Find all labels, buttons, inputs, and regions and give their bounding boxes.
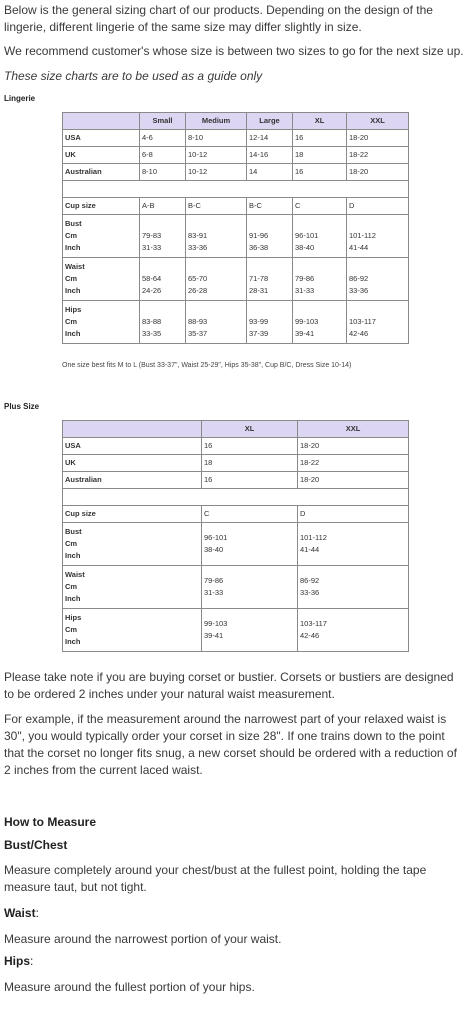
waist-row: [63, 258, 409, 301]
table-cell: 91-96 36-38: [247, 215, 293, 258]
bust-row: [63, 523, 409, 566]
hips-heading: Hips:: [4, 954, 34, 968]
table-cell: 99-103 39-41: [293, 301, 347, 344]
spacer-row: [63, 181, 409, 198]
table-cell: 71-78 28-31: [247, 258, 293, 301]
table-cell: 12-14: [247, 130, 293, 147]
table-row: [63, 455, 409, 472]
table-cell: 10-12: [186, 147, 247, 164]
table-cell: 86-92 33-36: [298, 566, 409, 609]
table-cell: 93-99 37-39: [247, 301, 293, 344]
table-row: [63, 164, 409, 181]
row-label: Bust Cm Inch: [63, 523, 202, 566]
plus-size-table: [62, 420, 409, 652]
table-cell: 65-70 26-28: [186, 258, 247, 301]
header-cell: XL: [293, 113, 347, 130]
table-header-row: [63, 421, 409, 438]
table-cell: 18: [202, 455, 298, 472]
table-cell: 79-86 31-33: [293, 258, 347, 301]
table-cell: 14: [247, 164, 293, 181]
table-cell: 83-88 33-35: [140, 301, 186, 344]
row-label: USA: [63, 438, 202, 455]
bust-row: [63, 215, 409, 258]
row-label: Australian: [63, 472, 202, 489]
bust-instructions: Measure completely around your chest/bust at the fullest point, holding the tape measure taut, but not tight.: [4, 863, 427, 894]
header-cell: Large: [247, 113, 293, 130]
header-cell: XL: [202, 421, 298, 438]
header-cell: XXL: [347, 113, 409, 130]
row-label: Waist Cm Inch: [63, 566, 202, 609]
table-cell: B-C: [186, 198, 247, 215]
table-cell: 16: [202, 472, 298, 489]
guide-note: These size charts are to be used as a guide only: [4, 69, 263, 83]
bust-heading: Bust/Chest: [4, 838, 68, 852]
table-cell: D: [298, 506, 409, 523]
table-cell: 86-92 33-36: [347, 258, 409, 301]
table-cell: 103-117 42-46: [298, 609, 409, 652]
table-cell: 79-83 31-33: [140, 215, 186, 258]
row-label: Hips Cm Inch: [63, 609, 202, 652]
header-cell: Medium: [186, 113, 247, 130]
table-cell: C: [202, 506, 298, 523]
table-cell: 16: [293, 164, 347, 181]
table-cell: 18-20: [298, 472, 409, 489]
lingerie-heading: Lingerie: [4, 94, 36, 103]
waist-instructions: Measure around the narrowest portion of your waist.: [4, 932, 282, 946]
table-cell: D: [347, 198, 409, 215]
table-cell: 8-10: [140, 164, 186, 181]
table-cell: 88-93 35-37: [186, 301, 247, 344]
corset-note-paragraph: Please take note if you are buying corset or bustier. Corsets or bustiers are designed to be ordered 2 inches under your natural waist measurement.: [4, 670, 454, 701]
row-label: UK: [63, 147, 140, 164]
table-cell: 96-101 38-40: [202, 523, 298, 566]
table-cell: A-B: [140, 198, 186, 215]
row-label: Hips Cm Inch: [63, 301, 140, 344]
plus-size-heading: Plus Size: [4, 402, 40, 411]
table-cell: 10-12: [186, 164, 247, 181]
table-cell: 18-20: [347, 130, 409, 147]
header-blank: [63, 113, 140, 130]
table-header-row: [63, 113, 409, 130]
table-cell: 14-16: [247, 147, 293, 164]
row-label: Cup size: [63, 198, 140, 215]
table-cell: 101-112 41-44: [298, 523, 409, 566]
table-cell: 6-8: [140, 147, 186, 164]
one-size-note: One size best fits M to L (Bust 33-37", Waist 25-29", Hips 35-38", Cup B/C, Dress Size 10-14): [62, 362, 352, 369]
table-row: [63, 472, 409, 489]
table-cell: 8-10: [186, 130, 247, 147]
row-label: UK: [63, 455, 202, 472]
table-cell: 18-20: [298, 438, 409, 455]
waist-row: [63, 566, 409, 609]
row-label: Bust Cm Inch: [63, 215, 140, 258]
table-cell: C: [293, 198, 347, 215]
table-cell: 16: [202, 438, 298, 455]
cup-size-row: [63, 198, 409, 215]
table-cell: 18-22: [298, 455, 409, 472]
table-cell: 18: [293, 147, 347, 164]
row-label: Waist Cm Inch: [63, 258, 140, 301]
row-label: Cup size: [63, 506, 202, 523]
header-cell: Small: [140, 113, 186, 130]
table-cell: 83-91 33-36: [186, 215, 247, 258]
how-to-measure-heading: How to Measure: [4, 815, 97, 829]
lingerie-size-table: [62, 112, 409, 344]
header-blank: [63, 421, 202, 438]
intro-paragraph: Below is the general sizing chart of our products. Depending on the design of the lingerie, different lingerie of the same size may differ slightly in size.: [4, 3, 433, 34]
table-cell: 18-20: [347, 164, 409, 181]
hips-row: [63, 609, 409, 652]
row-label: Australian: [63, 164, 140, 181]
table-cell: 79-86 31-33: [202, 566, 298, 609]
row-label: USA: [63, 130, 140, 147]
spacer-row: [63, 489, 409, 506]
header-cell: XXL: [298, 421, 409, 438]
recommendation-paragraph: We recommend customer's whose size is between two sizes to go for the next size up.: [4, 44, 464, 58]
table-cell: 103-117 42-46: [347, 301, 409, 344]
hips-row: [63, 301, 409, 344]
table-cell: 96-101 38-40: [293, 215, 347, 258]
cup-size-row: [63, 506, 409, 523]
table-cell: 99-103 39-41: [202, 609, 298, 652]
table-cell: 4-6: [140, 130, 186, 147]
table-row: [63, 438, 409, 455]
table-row: [63, 130, 409, 147]
table-cell: 18-22: [347, 147, 409, 164]
hips-instructions: Measure around the fullest portion of your hips.: [4, 980, 255, 994]
table-cell: 16: [293, 130, 347, 147]
table-cell: 101-112 41-44: [347, 215, 409, 258]
waist-heading: Waist:: [4, 906, 39, 920]
table-row: [63, 147, 409, 164]
table-cell: 58-64 24-26: [140, 258, 186, 301]
table-cell: B-C: [247, 198, 293, 215]
corset-example-paragraph: For example, if the measurement around the narrowest part of your relaxed waist is 30", you would typically order your corset in size 28". If one trains down to the point that the corset no longer fits snug, a new corset should be ordered with a reduction of 2 inches from the current laced waist.: [4, 712, 457, 777]
